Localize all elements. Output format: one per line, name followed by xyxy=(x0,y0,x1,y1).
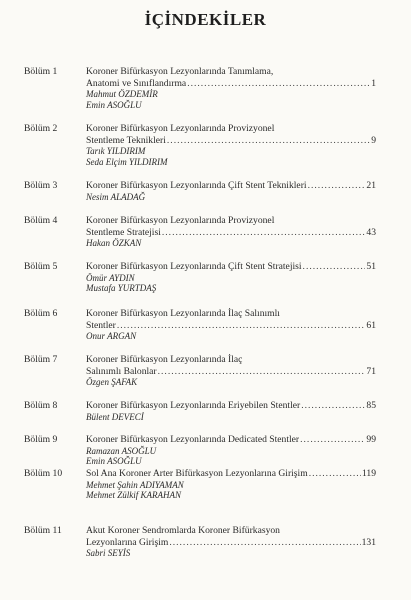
chapter-body xyxy=(86,308,376,342)
dot-leader xyxy=(309,468,361,480)
chapter-author: Sabri SEYİS xyxy=(86,548,131,558)
page-number: 51 xyxy=(366,261,376,272)
dot-leader xyxy=(167,135,370,147)
chapter-title-text: Stentler xyxy=(86,319,116,331)
page-number: 43 xyxy=(366,226,376,238)
chapter-title-line xyxy=(86,135,376,147)
chapter-title-line xyxy=(86,434,376,446)
page-number: 71 xyxy=(366,365,376,377)
chapter-title-text: Koroner Bifürkasyon Lezyonlarında Dedicated Stentler xyxy=(86,434,300,445)
dot-leader xyxy=(301,400,365,412)
chapter-title-text: Stentleme Stratejisi xyxy=(86,226,161,238)
chapter-number: Bölüm 10 xyxy=(24,468,63,479)
chapter-author: Tarık YILDIRIM xyxy=(86,146,146,156)
chapter-body xyxy=(86,354,376,388)
chapter-title-line xyxy=(86,537,376,549)
chapter-title-text: Sol Ana Koroner Arter Bifürkasyon Lezyonlarına Girişim xyxy=(86,468,308,479)
chapter-title-text: Koroner Bifürkasyon Lezyonlarında Çift Stent Teknikleri xyxy=(86,180,307,191)
chapter-title-line: Koroner Bifürkasyon Lezyonlarında Provizyonel xyxy=(86,123,275,134)
chapter-author: Emin ASOĞLU xyxy=(86,99,142,110)
page-number: 61 xyxy=(366,319,376,331)
page-number: 99 xyxy=(366,434,376,445)
chapter-body xyxy=(86,400,376,422)
chapter-body xyxy=(86,123,376,167)
chapter-title-line xyxy=(86,320,376,332)
chapter-author: Mehmet Şahin ADIYAMAN xyxy=(86,479,184,490)
chapter-body xyxy=(86,434,376,467)
chapter-title-line xyxy=(86,468,376,480)
chapter-title-line xyxy=(86,180,376,192)
chapter-number: Bölüm 7 xyxy=(24,354,58,365)
chapter-author: Mehmet Zülkif KARAHAN xyxy=(86,490,181,500)
chapter-title-line xyxy=(86,227,376,239)
chapter-number: Bölüm 6 xyxy=(24,308,58,319)
page-title: İÇİNDEKİLER xyxy=(144,10,267,29)
page-number: 21 xyxy=(366,180,376,191)
chapter-number: Bölüm 1 xyxy=(24,66,58,77)
chapter-title-line: Koroner Bifürkasyon Lezyonlarında İlaç Salınımlı xyxy=(86,308,280,319)
chapter-number: Bölüm 3 xyxy=(24,180,58,191)
dot-leader xyxy=(169,537,360,549)
chapter-number: Bölüm 11 xyxy=(24,525,62,536)
chapter-body xyxy=(86,66,376,110)
chapter-title-text: Lezyonlarına Girişim xyxy=(86,536,169,548)
chapter-author: Ömür AYDIN xyxy=(86,272,135,283)
chapter-title-line: Koroner Bifürkasyon Lezyonlarında İlaç xyxy=(86,354,243,365)
chapter-body xyxy=(86,261,376,294)
chapter-number: Bölüm 2 xyxy=(24,123,58,134)
chapter-author: Hakan ÖZKAN xyxy=(86,238,142,248)
chapter-author: Mahmut ÖZDEMİR xyxy=(86,89,158,99)
chapter-author: Özgen ŞAFAK xyxy=(86,377,138,387)
chapter-author: Bülent DEVECİ xyxy=(86,411,144,422)
page-number: 1 xyxy=(371,77,376,89)
chapter-title-text: Koroner Bifürkasyon Lezyonlarında Çift Stent Stratejisi xyxy=(86,261,302,272)
chapter-title-text: Stentleme Teknikleri xyxy=(86,134,166,146)
chapter-number: Bölüm 4 xyxy=(24,215,58,226)
chapter-author: Seda Elçim YILDIRIM xyxy=(86,156,168,167)
chapter-author: Ramazan ASOĞLU xyxy=(86,445,157,456)
chapter-number: Bölüm 5 xyxy=(24,261,58,272)
dot-leader xyxy=(158,366,366,378)
chapter-title-line: Koroner Bifürkasyon Lezyonlarında Tanımlama, xyxy=(86,66,274,77)
chapter-author: Emin ASOĞLU xyxy=(86,456,142,466)
chapter-body xyxy=(86,468,376,501)
page-number: 131 xyxy=(361,536,376,548)
page-number: 9 xyxy=(371,134,376,146)
chapter-author: Nesim ALADAĞ xyxy=(86,191,146,202)
chapter-title-line: Koroner Bifürkasyon Lezyonlarında Provizyonel xyxy=(86,215,275,226)
page-number: 85 xyxy=(366,400,376,411)
page-number: 119 xyxy=(361,468,376,479)
chapter-number: Bölüm 8 xyxy=(24,400,58,411)
chapter-title-text: Koroner Bifürkasyon Lezyonlarında Eriyebilen Stentler xyxy=(86,400,301,411)
dot-leader xyxy=(303,261,366,273)
chapter-title-line xyxy=(86,400,376,412)
dot-leader xyxy=(308,180,366,192)
chapter-title-line xyxy=(86,366,376,378)
chapter-body xyxy=(86,180,376,202)
chapter-title-text: Salınımlı Balonlar xyxy=(86,365,157,377)
chapter-author: Mustafa YURTDAŞ xyxy=(86,283,157,293)
chapter-body xyxy=(86,525,376,559)
chapter-title-line xyxy=(86,78,376,90)
dot-leader xyxy=(300,434,365,446)
chapter-title-text: Anatomi ve Sınıflandırma xyxy=(86,77,187,89)
dot-leader xyxy=(117,320,366,332)
chapter-title-line xyxy=(86,261,376,273)
chapter-title-line: Akut Koroner Sendromlarda Koroner Bifürkasyon xyxy=(86,525,280,536)
chapter-number: Bölüm 9 xyxy=(24,434,58,445)
dot-leader xyxy=(162,227,366,239)
chapter-author: Onur ARGAN xyxy=(86,331,137,341)
chapter-body xyxy=(86,215,376,249)
dot-leader xyxy=(187,78,370,90)
